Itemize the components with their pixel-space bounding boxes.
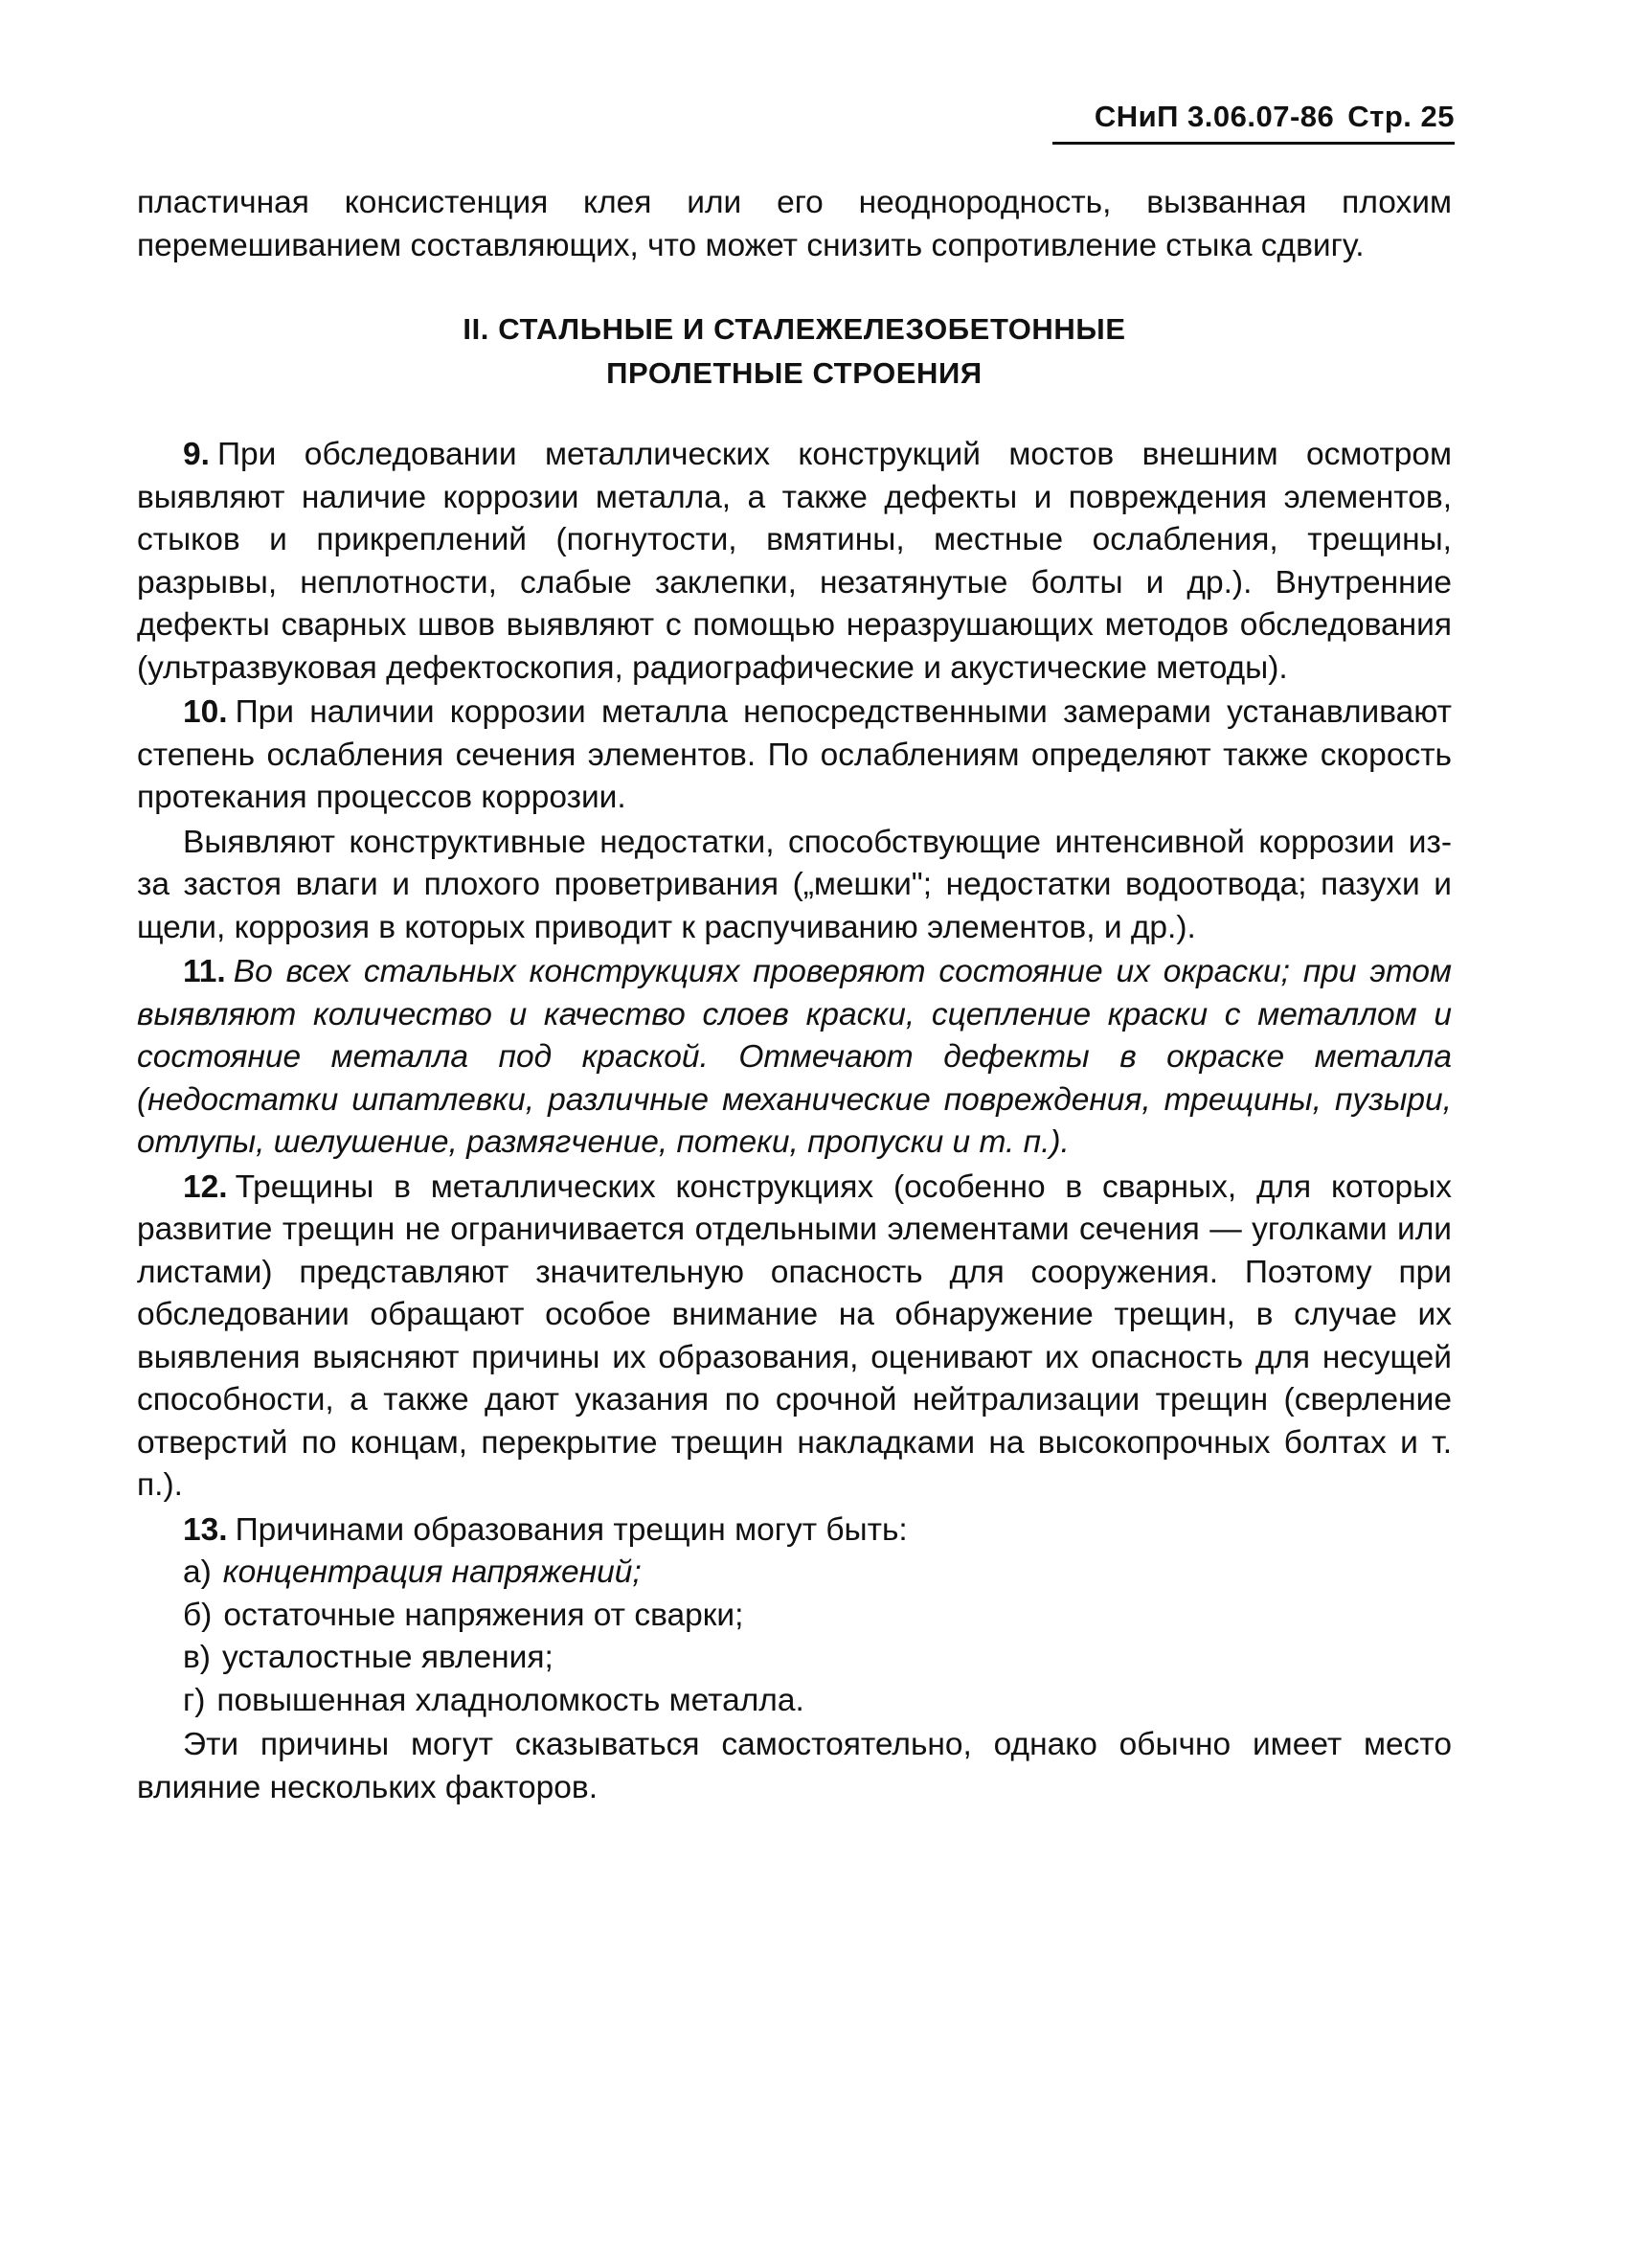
paragraph-13-text: Причинами образования трещин могут быть: [235, 1511, 908, 1548]
causes-list [137, 1552, 1452, 1722]
paragraph-9-text: При обследовании металлических конструкций мостов внешним осмотром выявляют наличие коррозии металла, а также дефекты и повреждения элементов, стыков и прикреплений (погнутости, вмятины, местные ослабления, трещины, разрывы, неплотности, слабые заклепки, незатянутые болты и др.). Внутренние дефекты сварных швов выявляют с помощью неразрушающих методов обследования (ультразвуковая дефектоскопия, радиографические и акустические методы). [137, 437, 1452, 686]
paragraph-10-continuation: Выявляют конструктивные недостатки, способствующие интенсивной коррозии из-за застоя влаги и плохого проветривания („мешки"; недостатки водоотвода; пазухи и щели, коррозия в которых приводит к распучиванию элементов, и др.). [137, 824, 1452, 945]
paragraph-10-text: При наличии коррозии металла непосредственными замерами устанавливают степень ослабления сечения элементов. По ослаблениям определяют также скорость протекания процессов коррозии. [137, 694, 1452, 815]
closing-paragraph: Эти причины могут сказываться самостоятельно, однако обычно имеет место влияние нескольких факторов. [137, 1727, 1452, 1805]
page-body [137, 182, 1452, 1809]
running-header [1052, 100, 1455, 145]
paragraph-10-number: 10. [183, 694, 228, 730]
paragraph-10 [137, 692, 1452, 820]
list-item [137, 1595, 1452, 1638]
list-item-text: усталостные явления; [221, 1640, 554, 1675]
list-item-marker: а) [183, 1554, 212, 1590]
page-number: Стр. 25 [1347, 100, 1455, 133]
list-item-text: остаточные напряжения от сварки; [223, 1597, 744, 1633]
list-item [137, 1552, 1452, 1595]
section-heading [137, 307, 1452, 396]
paragraph-9 [137, 434, 1452, 690]
paragraph-13 [137, 1509, 1452, 1553]
paragraph-11 [137, 951, 1452, 1165]
intro-paragraph: пластичная консистенция клея или его неоднородность, вызванная плохим перемешиванием составляющих, что может снизить сопротивление стыка сдвигу. [137, 185, 1452, 263]
list-item-text: повышенная хладноломкость металла. [216, 1682, 804, 1718]
list-item-text: концентрация напряжений; [222, 1554, 642, 1590]
document-code: СНиП 3.06.07-86 [1094, 100, 1335, 133]
list-item [137, 1637, 1452, 1680]
section-heading-line-1: II. СТАЛЬНЫЕ И СТАЛЕЖЕЛЕЗОБЕТОННЫЕ [463, 312, 1126, 346]
list-item-marker: б) [183, 1597, 213, 1633]
paragraph-11-text: Во всех стальных конструкциях проверяют состояние их окраски; при этом выявляют количество и качество слоев краски, сцепление краски с металлом и состояние металла под краской. Отмечают дефекты в окраске металла (недостатки шпатлевки, различные механические повреждения, трещины, пузыри, отлупы, шелушение, размягчение, потеки, пропуски и т. п.). [137, 954, 1452, 1160]
paragraph-13-number: 13. [183, 1511, 228, 1548]
list-item [137, 1680, 1452, 1723]
paragraph-12 [137, 1167, 1452, 1508]
paragraph-12-number: 12. [183, 1168, 228, 1205]
list-item-marker: г) [183, 1682, 206, 1718]
section-heading-line-2: ПРОЛЕТНЫЕ СТРОЕНИЯ [606, 356, 983, 390]
paragraph-12-text: Трещины в металлических конструкциях (особенно в сварных, для которых развитие трещин не ограничивается отдельными элементами сечения — уголками или листами) представляют значительную опасность для сооружения. Поэтому при обследовании обращают особое внимание на обнаружение трещин, в случае их выявления выясняют причины их образования, оценивают их опасность для несущей способности, а также дают указания по срочной нейтрализации трещин (сверление отверстий по концам, перекрытие трещин накладками на высокопрочных болтах и т. п.). [137, 1168, 1452, 1503]
list-item-marker: в) [183, 1640, 211, 1675]
paragraph-9-number: 9. [183, 437, 210, 472]
paragraph-11-number: 11. [183, 954, 226, 989]
